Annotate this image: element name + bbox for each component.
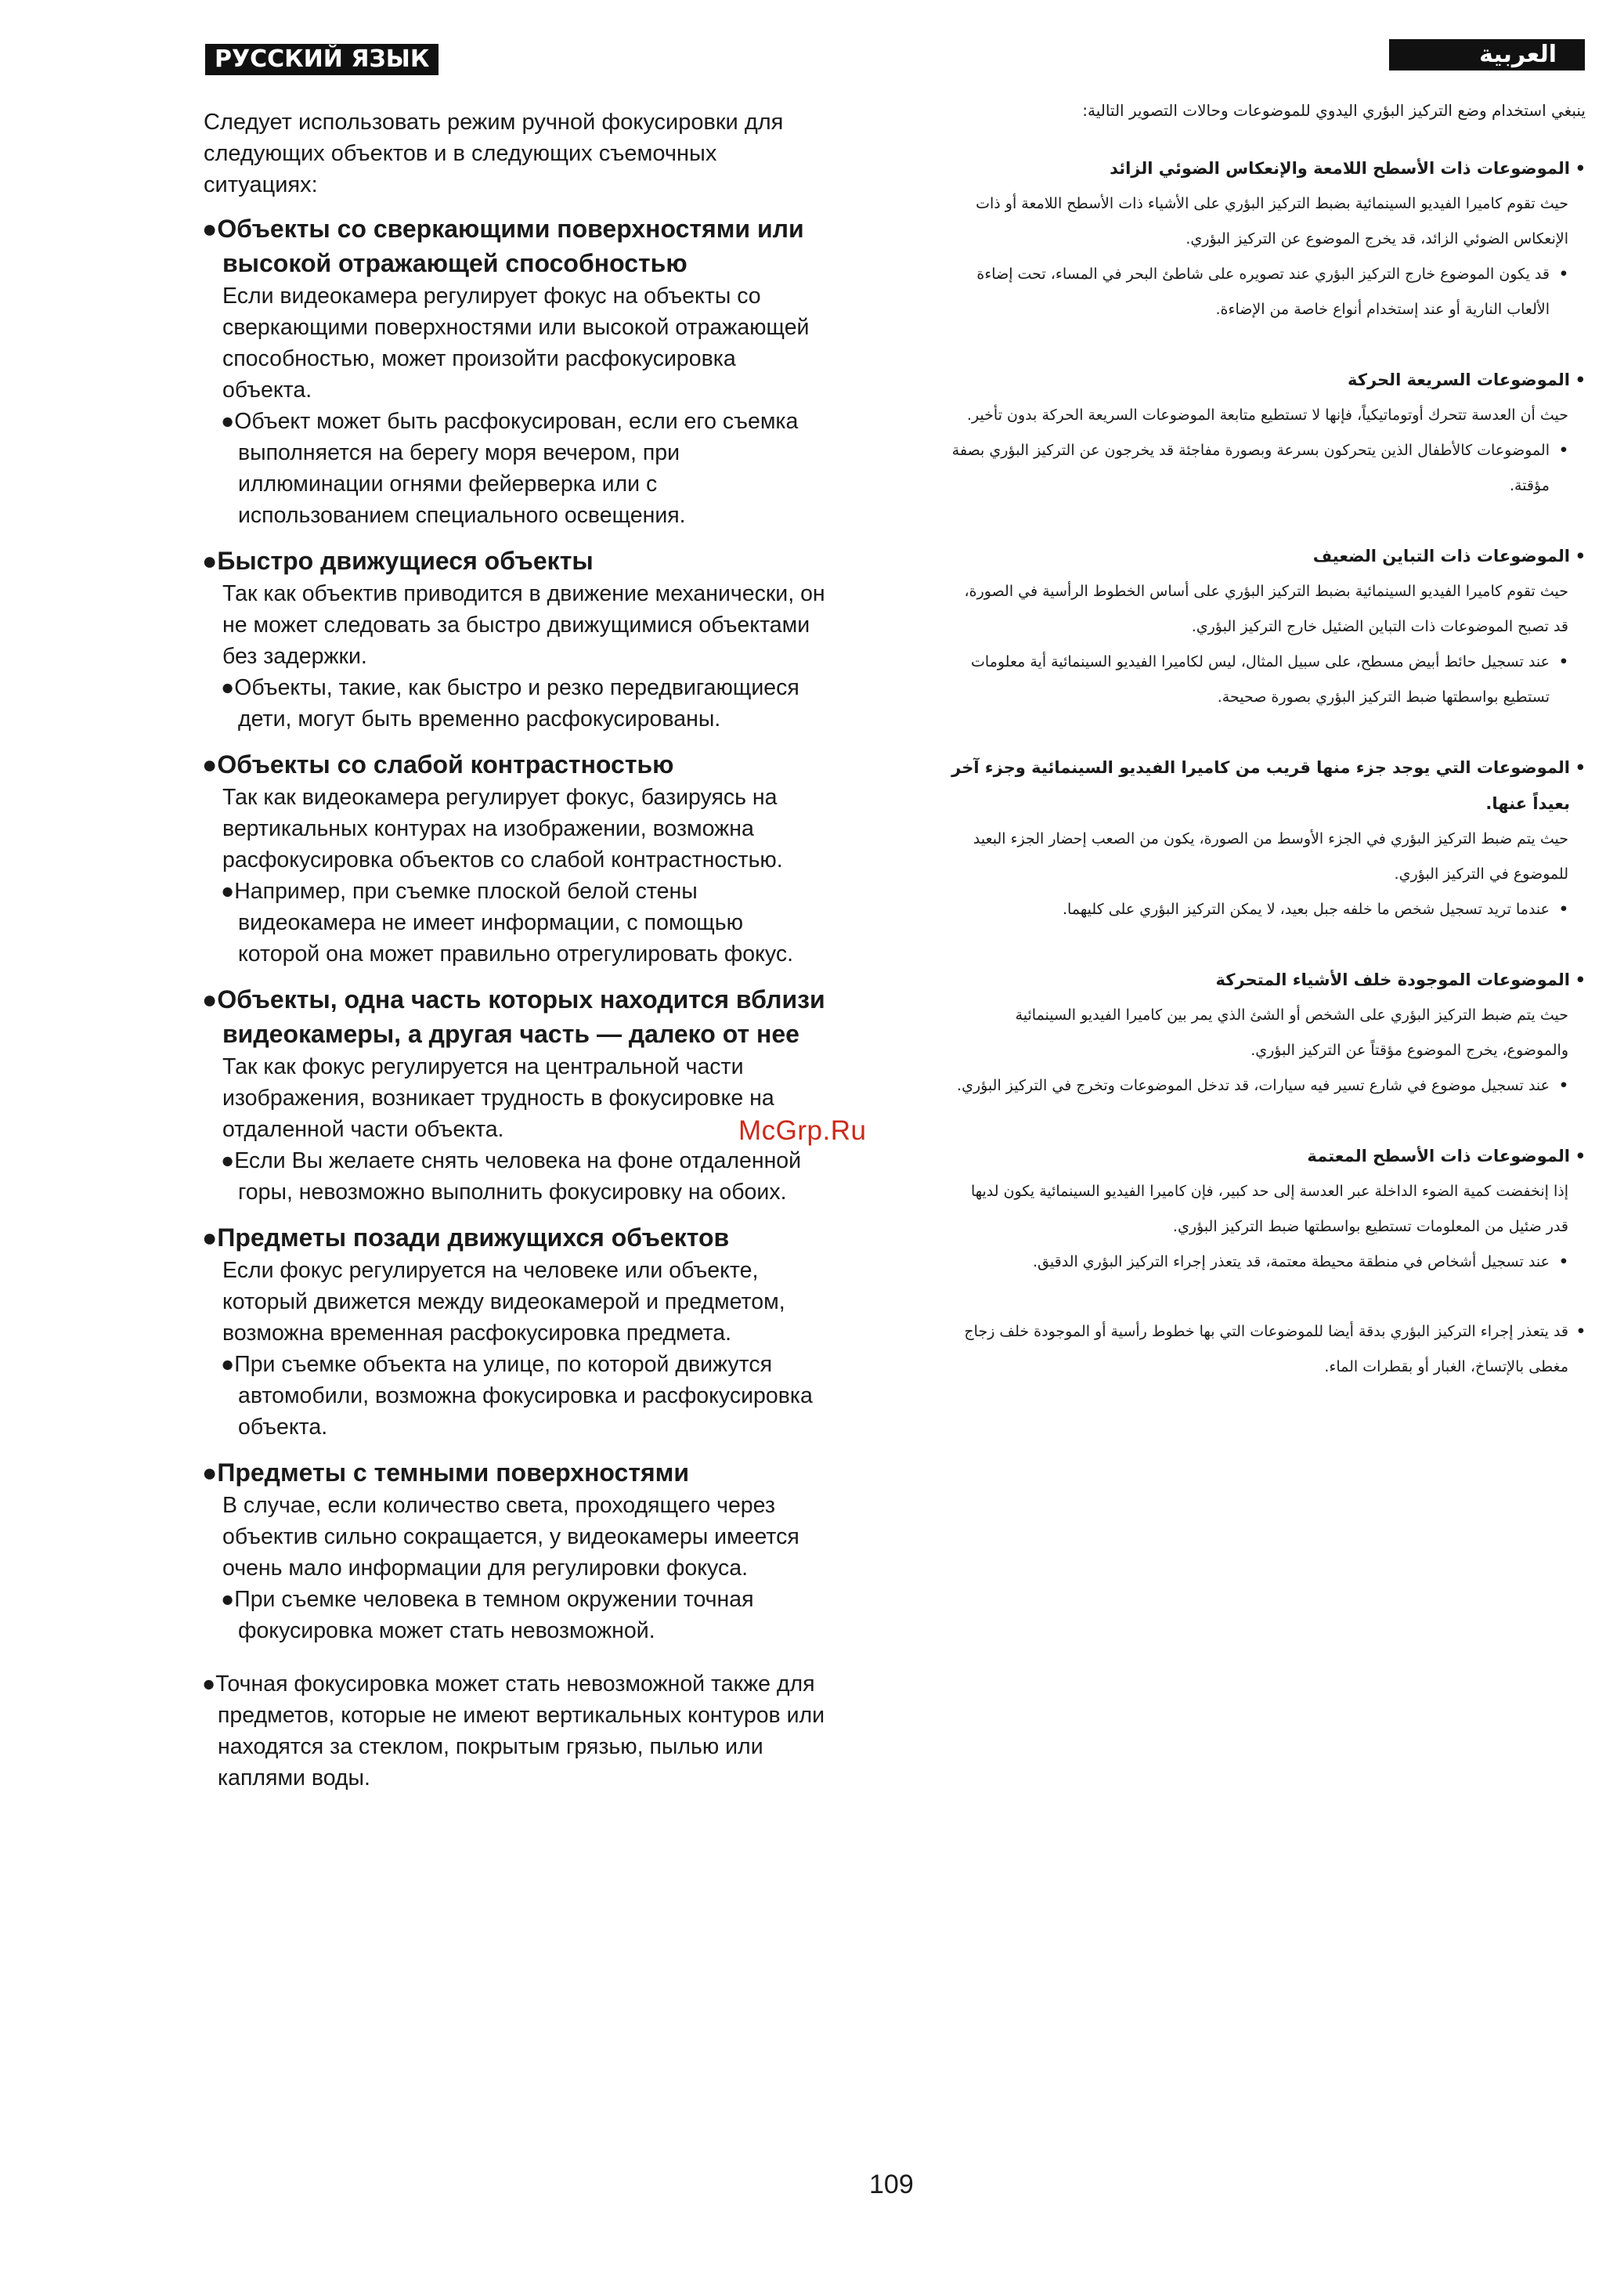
russian-final-note: ●Точная фокусировка может стать невозможной также для предметов, которые не имеют вертикальных контуров или находятся за стеклом, покрытым грязью, пылью или каплями воды. bbox=[202, 1671, 825, 1791]
arabic-section bbox=[951, 538, 1586, 715]
arabic-column bbox=[951, 94, 1586, 1385]
section-body: حيث يتم ضبط التركيز البؤري على الشخص أو الشئ الذي يمر بين كاميرا الفيديو السينمائية والموضوع، يخرج الموضوع مؤقتاً عن التركيز البؤري. bbox=[1015, 1006, 1568, 1059]
arabic-section bbox=[951, 1138, 1586, 1280]
bullet-icon: ● bbox=[202, 985, 218, 1014]
page-number: 109 bbox=[869, 2170, 914, 2199]
bullet-icon: ● bbox=[202, 547, 218, 575]
section-body: Так как видеокамера регулирует фокус, базируясь на вертикальных контурах на изображении, возможна расфокусировка объектов со слабой контрастностью. bbox=[222, 785, 783, 873]
section-note: • عند تسجيل موضوع في شارع تسير فيه سيارات، قد تدخل الموضوعات وتخرج في التركيز البؤري. bbox=[951, 1068, 1586, 1104]
bullet-icon: ● bbox=[221, 675, 235, 700]
section-note: ●Если Вы желаете снять человека на фоне отдаленной горы, невозможно выполнить фокусировку на обоих. bbox=[221, 1148, 802, 1205]
section-note: • عندما تريد تسجيل شخص ما خلفه جبل بعيد، لا يمكن التركيز البؤري على كليهما. bbox=[951, 892, 1586, 927]
arabic-section bbox=[951, 962, 1586, 1104]
watermark: McGrp.Ru bbox=[738, 1115, 867, 1146]
section-note: ●При съемке объекта на улице, по которой движутся автомобили, возможна фокусировка и расфокусировка объекта. bbox=[221, 1352, 813, 1440]
arabic-intro: ينبغي استخدام وضع التركيز البؤري اليدوي للموضوعات وحالات التصوير التالية: bbox=[1082, 101, 1586, 120]
section-heading: ●Объекты со сверкающими поверхностями или высокой отражающей способностью bbox=[202, 215, 804, 277]
section-note: ●При съемке человека в темном окружении точная фокусировка может стать невозможной. bbox=[221, 1587, 754, 1643]
section-note: • الموضوعات كالأطفال الذين يتحركون بسرعة وبصورة مفاجئة قد يخرجون عن التركيز البؤري بصفة مؤقتة. bbox=[951, 433, 1586, 504]
section-heading: ●Быстро движущиеся объекты bbox=[202, 547, 594, 575]
russian-intro: Следует использовать режим ручной фокусировки для следующих объектов и в следующих съемочных ситуациях: bbox=[204, 110, 784, 197]
russian-section bbox=[202, 982, 828, 1208]
russian-section bbox=[202, 1220, 828, 1443]
section-body: إذا إنخفضت كمية الضوء الداخلة عبر العدسة إلى حد كبير، فإن كاميرا الفيديو السينمائية يكون لديها قدر ضئيل من المعلومات تستطيع بواسطتها ضبط التركيز البؤري. bbox=[970, 1183, 1568, 1235]
section-heading: ●Объекты, одна часть которых находится вблизи видеокамеры, а другая часть — далеко от нее bbox=[202, 985, 825, 1048]
russian-column bbox=[202, 107, 828, 1794]
section-note: ●Например, при съемке плоской белой стены видеокамера не имеет информации, с помощью которой она может правильно отрегулировать фокус. bbox=[221, 879, 794, 967]
arabic-section bbox=[951, 362, 1586, 504]
bullet-icon: ● bbox=[221, 409, 235, 434]
bullet-icon: ● bbox=[202, 1223, 218, 1252]
section-heading: • الموضوعات الموجودة خلف الأشياء المتحركة bbox=[951, 962, 1586, 998]
russian-section bbox=[202, 211, 828, 531]
bullet-icon: ● bbox=[221, 1587, 235, 1612]
section-heading: • الموضوعات ذات التباين الضعيف bbox=[951, 538, 1586, 574]
section-note: ●Объект может быть расфокусирован, если его съемка выполняется на берегу моря вечером, при иллюминации огнями фейерверка или с использованием специального освещения. bbox=[221, 409, 799, 528]
section-body: Так как фокус регулируется на центральной части изображения, возникает трудность в фокусировке на отдаленной части объекта. bbox=[222, 1054, 774, 1142]
bullet-icon: ● bbox=[221, 1352, 235, 1377]
arabic-final-note: • قد يتعذر إجراء التركيز البؤري بدقة أيضا للموضوعات التي بها خطوط رأسية أو الموجودة خلف زجاج مغطى بالإتساخ، الغبار أو بقطرات الماء. bbox=[951, 1314, 1586, 1385]
arabic-section bbox=[951, 750, 1586, 927]
section-body: Если фокус регулируется на человеке или объекте, который движется между видеокамерой и предметом, возможна временная расфокусировка предмета. bbox=[222, 1258, 785, 1346]
bullet-icon: ● bbox=[202, 750, 218, 779]
section-heading: • الموضوعات ذات الأسطح اللامعة والإنعكاس الضوئي الزائد bbox=[951, 150, 1586, 186]
section-heading: ●Предметы с темными поверхностями bbox=[202, 1458, 689, 1487]
language-label-russian: РУССКИЙ ЯЗЫК bbox=[205, 44, 438, 75]
russian-section bbox=[202, 747, 828, 970]
bullet-icon: ● bbox=[221, 879, 235, 904]
section-note: • عند تسجيل حائط أبيض مسطح، على سبيل المثال، ليس لكاميرا الفيديو السينمائية أية معلومات تستطيع بواسطتها ضبط التركيز البؤري بصورة صحيحة. bbox=[951, 645, 1586, 715]
russian-section bbox=[202, 544, 828, 735]
section-body: حيث تقوم كاميرا الفيديو السينمائية بضبط التركيز البؤري على أساس الخطوط الرأسية في الصورة، قد تصبح الموضوعات ذات التباين الضئيل خارج التركيز البؤري. bbox=[964, 583, 1568, 635]
language-label-arabic: العربية bbox=[1389, 39, 1585, 70]
bullet-icon: ● bbox=[202, 1671, 216, 1697]
bullet-icon: ● bbox=[221, 1148, 235, 1173]
section-note: • قد يكون الموضوع خارج التركيز البؤري عند تصويره على شاطئ البحر في المساء، تحت إضاءة الألعاب النارية أو عند إستخدام أنواع خاصة من الإضاءة. bbox=[951, 257, 1586, 327]
section-heading: • الموضوعات السريعة الحركة bbox=[951, 362, 1586, 398]
section-heading: ●Объекты со слабой контрастностью bbox=[202, 750, 674, 779]
section-heading: ●Предметы позади движущихся объектов bbox=[202, 1223, 730, 1252]
russian-section bbox=[202, 1455, 828, 1646]
bullet-icon: ● bbox=[202, 1458, 218, 1487]
section-body: В случае, если количество света, проходящего через объектив сильно сокращается, у видеокамеры имеется очень мало информации для регулировки фокуса. bbox=[222, 1493, 799, 1581]
section-body: حيث أن العدسة تتحرك أوتوماتيكياً، فإنها لا تستطيع متابعة الموضوعات السريعة الحركة بدون تأخير. bbox=[966, 407, 1568, 424]
arabic-section bbox=[951, 150, 1586, 327]
section-body: حيث تقوم كاميرا الفيديو السينمائية بضبط التركيز البؤري على الأشياء ذات الأسطح اللامعة أو ذات الإنعكاس الضوئي الزائد، قد يخرج الموضوع عن التركيز البؤري. bbox=[976, 195, 1568, 248]
section-body: Так как объектив приводится в движение механически, он не может следовать за быстро движущимися объектами без задержки. bbox=[222, 581, 825, 669]
section-heading: • الموضوعات التي يوجد جزء منها قريب من كاميرا الفيديو السينمائية وجزء آخر بعيداً عنها. bbox=[951, 750, 1586, 822]
section-body: Если видеокамера регулирует фокус на объекты со сверкающими поверхностями или высокой отражающей способностью, может произойти расфокусировка объекта. bbox=[222, 284, 810, 403]
section-note: • عند تسجيل أشخاص في منطقة محيطة معتمة، قد يتعذر إجراء التركيز البؤري الدقيق. bbox=[951, 1245, 1586, 1280]
bullet-icon: ● bbox=[202, 215, 218, 243]
section-heading: • الموضوعات ذات الأسطح المعتمة bbox=[951, 1138, 1586, 1174]
section-body: حيث يتم ضبط التركيز البؤري في الجزء الأوسط من الصورة، يكون من الصعب إحضار الجزء البعيد للموضوع في التركيز البؤري. bbox=[973, 830, 1568, 883]
section-note: ●Объекты, такие, как быстро и резко передвигающиеся дети, могут быть временно расфокусированы. bbox=[221, 675, 799, 732]
